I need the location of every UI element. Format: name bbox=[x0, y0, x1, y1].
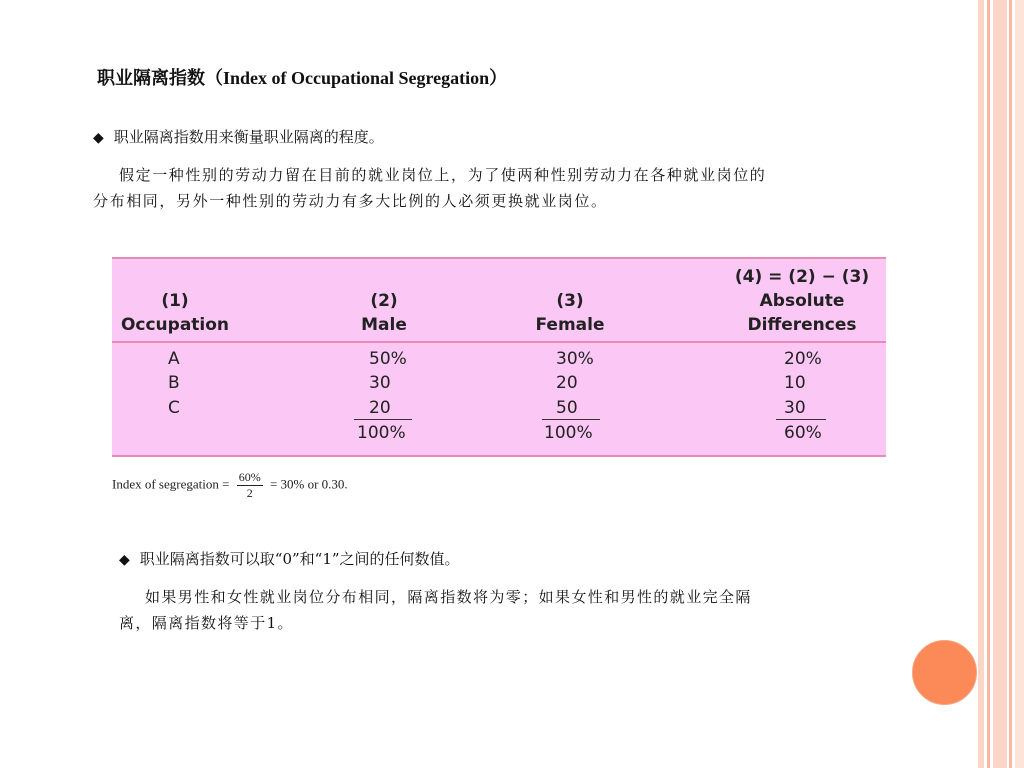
section2-heading-text: 职业隔离指数可以取“0”和“1”之间的任何数值。 bbox=[139, 550, 460, 568]
header-occupation-label: Occupation bbox=[120, 315, 230, 335]
formula-result: = 30% or 0.30. bbox=[269, 476, 348, 492]
segregation-table bbox=[112, 257, 886, 457]
cell-male: 30 bbox=[369, 373, 391, 393]
section2-line2: 离，隔离指数将等于1。 bbox=[119, 614, 294, 632]
section1-line2: 分布相同，另外一种性别的劳动力有多大比例的人必须更换就业岗位。 bbox=[93, 192, 608, 210]
header-occupation-num: (1) bbox=[161, 291, 189, 311]
stripe bbox=[1015, 0, 1024, 768]
table-top-rule bbox=[112, 257, 886, 259]
cell-male: 20 bbox=[369, 398, 391, 418]
header-differences-label2: Differences bbox=[747, 315, 857, 335]
table-header-rule bbox=[112, 341, 886, 343]
total-diff: 60% bbox=[784, 423, 822, 443]
cell-diff: 30 bbox=[784, 398, 806, 418]
cell-occupation: C bbox=[168, 398, 180, 418]
section2-body bbox=[119, 584, 752, 636]
header-male-num: (2) bbox=[370, 291, 398, 311]
header-male bbox=[334, 289, 434, 337]
header-female-label: Female bbox=[535, 315, 605, 335]
total-male: 100% bbox=[357, 423, 406, 443]
header-female-num: (3) bbox=[556, 291, 584, 311]
stripe bbox=[1009, 0, 1012, 768]
header-male-label: Male bbox=[361, 315, 407, 335]
decorative-stripes bbox=[978, 0, 1024, 768]
sum-underline-female bbox=[542, 419, 600, 420]
cell-occupation: A bbox=[168, 349, 180, 369]
section2-heading bbox=[119, 546, 460, 573]
formula-numerator: 60% bbox=[238, 470, 261, 484]
segregation-formula bbox=[112, 470, 348, 501]
section1-heading-text: 职业隔离指数用来衡量职业隔离的程度。 bbox=[113, 128, 384, 146]
header-differences-formula: (4) = (2) − (3) bbox=[734, 267, 870, 287]
section2-line1: 如果男性和女性就业岗位分布相同，隔离指数将为零；如果女性和男性的就业完全隔 bbox=[145, 588, 752, 606]
cell-diff: 10 bbox=[784, 373, 806, 393]
table-bottom-rule bbox=[112, 455, 886, 457]
cell-diff: 20% bbox=[784, 349, 822, 369]
section1-heading bbox=[93, 124, 384, 151]
cell-female: 30% bbox=[556, 349, 594, 369]
formula-fraction bbox=[237, 470, 263, 501]
cell-female: 20 bbox=[556, 373, 578, 393]
stripe bbox=[978, 0, 984, 768]
sum-underline-diff bbox=[776, 419, 826, 420]
diamond-bullet-icon: ◆ bbox=[93, 130, 104, 146]
cell-occupation: B bbox=[168, 373, 180, 393]
total-female: 100% bbox=[544, 423, 593, 443]
header-occupation bbox=[120, 289, 230, 337]
cell-male: 50% bbox=[369, 349, 407, 369]
section1-line1: 假定一种性别的劳动力留在目前的就业岗位上，为了使两种性别劳动力在各种就业岗位的 bbox=[119, 166, 767, 184]
stripe bbox=[987, 0, 990, 768]
header-differences bbox=[712, 265, 892, 337]
formula-denominator: 2 bbox=[246, 486, 253, 500]
formula-label: Index of segregation = bbox=[112, 476, 230, 492]
header-female bbox=[520, 289, 620, 337]
decorative-circle bbox=[912, 640, 977, 705]
cell-female: 50 bbox=[556, 398, 578, 418]
page-title: 职业隔离指数（Index of Occupational Segregation） bbox=[97, 68, 508, 88]
section1-body bbox=[93, 162, 766, 214]
sum-underline-male bbox=[354, 419, 412, 420]
stripe bbox=[993, 0, 1007, 768]
diamond-bullet-icon: ◆ bbox=[119, 552, 130, 568]
header-differences-label1: Absolute bbox=[759, 291, 845, 311]
